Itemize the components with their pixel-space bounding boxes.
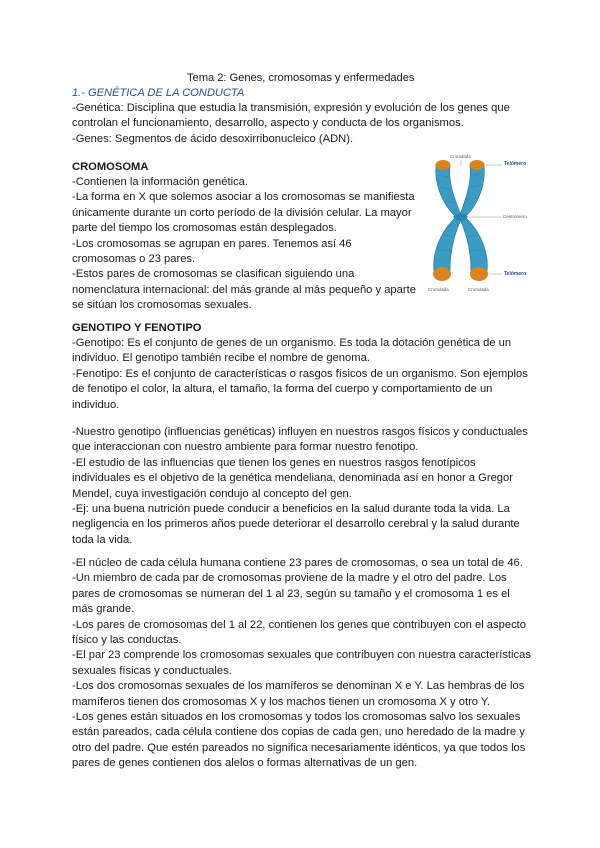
text-line: individuales es el objetivo de la genética mendeliana, denominada así en honor a Gregor: [72, 472, 513, 485]
text-line: únicamente durante un corto período de la división celular. La mayor: [72, 206, 412, 219]
text-line: pares de genes contienen dos alelos o formas alternativas de un gen.: [72, 757, 418, 770]
figure-label-telomero-top: Telómero: [504, 161, 527, 167]
text-line: mamíferos tienen dos cromosomas X y los machos tienen un cromosoma X y otro Y.: [72, 695, 491, 708]
nuestro-genotipo-paragraph: [72, 425, 528, 548]
text-line: están pareados, cada célula contiene dos copias de cada gen, uno heredado de la madre y: [72, 726, 525, 739]
text-line: -El par 23 comprende los cromosomas sexuales que contribuyen con nuestra características: [72, 649, 531, 662]
text-line: -Los pares de cromosomas del 1 al 22, contienen los genes que contribuyen con el aspecto: [72, 618, 526, 631]
cromosoma-paragraph: [72, 175, 416, 314]
nucleo-paragraph: [72, 556, 531, 772]
text-line: -Fenotipo: Es el conjunto de características o rasgos físicos de un organismo. Son ejemplos: [72, 367, 528, 380]
intro-paragraph: [72, 101, 510, 147]
text-line: -El núcleo de cada célula humana contiene 23 pares de cromosomas, o sea un total de 46.: [72, 557, 523, 569]
text-line: individuo.: [72, 398, 120, 411]
text-line: -Genotipo: Es el conjunto de genes de un organismo. Es toda la dotación genética de un: [72, 337, 512, 349]
text-line: parte del tiempo los cromosomas están desplegados.: [72, 222, 337, 235]
text-line: sexuales físicas y conductuales.: [72, 664, 232, 677]
text-line: negligencia en los primeros años puede deteriorar el desarrollo cerebral y la salud durante: [72, 518, 520, 531]
figure-label-telomero-bottom: Telómero: [504, 271, 527, 277]
chromosome-figure: [424, 153, 540, 296]
text-line: -Los cromosomas se agrupan en pares. Tenemos así 46: [72, 237, 352, 250]
text-line: Mendel, cuya investigación condujo al concepto del gen.: [72, 487, 352, 500]
text-line: nomenclatura internacional: del más grande al más pequeño y aparte: [72, 283, 416, 296]
text-line: cromosomas o 23 pares.: [72, 253, 196, 266]
text-line: físico y las conductas.: [72, 634, 182, 647]
text-line: -Nuestro genotipo (influencias genéticas) influyen en nuestros rasgos físicos y conductuales: [72, 426, 528, 438]
text-line: -La forma en X que solemos asociar a los cromosomas se manifiesta: [72, 191, 415, 204]
text-line: toda la vida.: [72, 533, 133, 546]
text-line: que interaccionan con nuestro ambiente para formar nuestro fenotipo.: [72, 441, 419, 454]
text-line: -Ej: una buena nutrición puede conducir a beneficios en la salud durante toda la vida. La: [72, 503, 510, 516]
text-line: individuo. El genotipo también recibe el nombre de genoma.: [72, 352, 370, 365]
section-heading-genotipo: GENOTIPO Y FENOTIPO: [72, 322, 202, 334]
text-line: otro del padre. Que estén pareados no significa necesariamente idénticos, ya que todos los: [72, 741, 526, 754]
text-line: -Los dos cromosomas sexuales de los mamíferos se denominan X e Y. Las hembras de los: [72, 680, 525, 693]
text-line: se sitúan los cromosomas sexuales.: [72, 299, 252, 312]
text-line: -Contienen la información genética.: [72, 176, 248, 188]
text-line: controlan el funcionamiento, desarrollo, aspecto y conducta de los organismos.: [72, 117, 464, 130]
figure-label-cromatida-right: Cromátida: [468, 287, 489, 292]
figure-label-centromero: Centrómero: [503, 214, 527, 219]
text-line: -Estos pares de cromosomas se clasifican siguiendo una: [72, 268, 355, 281]
section-heading-cromosoma: CROMOSOMA: [72, 161, 149, 173]
text-line: -Genes: Segmentos de ácido desoxirribonucleico (ADN).: [72, 132, 354, 145]
text-line: -Genética: Disciplina que estudia la transmisión, expresión y evolución de los genes que: [72, 102, 510, 114]
genotipo-paragraph: [72, 336, 528, 413]
text-line: de fenotipo el color, la altura, el tamaño, la forma del cuerpo y comportamiento de un: [72, 383, 493, 396]
text-line: -Los genes están situados en los cromosomas y todos los cromosomas salvo los sexuales: [72, 711, 521, 724]
text-line: -Un miembro de cada par de cromosomas proviene de la madre y el otro del padre. Los: [72, 572, 507, 585]
section-heading-genetica: 1.- GENÉTICA DE LA CONDUCTA: [72, 87, 245, 99]
document-title: Tema 2: Genes, cromosomas y enfermedades: [187, 72, 415, 84]
text-line: más grande.: [72, 603, 135, 616]
figure-label-cromatida-left: Cromátida: [428, 287, 449, 292]
text-line: -El estudio de las influencias que tienen los genes en nuestros rasgos fenotípicos: [72, 456, 476, 469]
text-line: pares de cromosomas se numeran del 1 al 23, según su tamaño y el cromosoma 1 es el: [72, 587, 510, 600]
figure-label-cromatida-top: Cromátida: [450, 154, 471, 159]
